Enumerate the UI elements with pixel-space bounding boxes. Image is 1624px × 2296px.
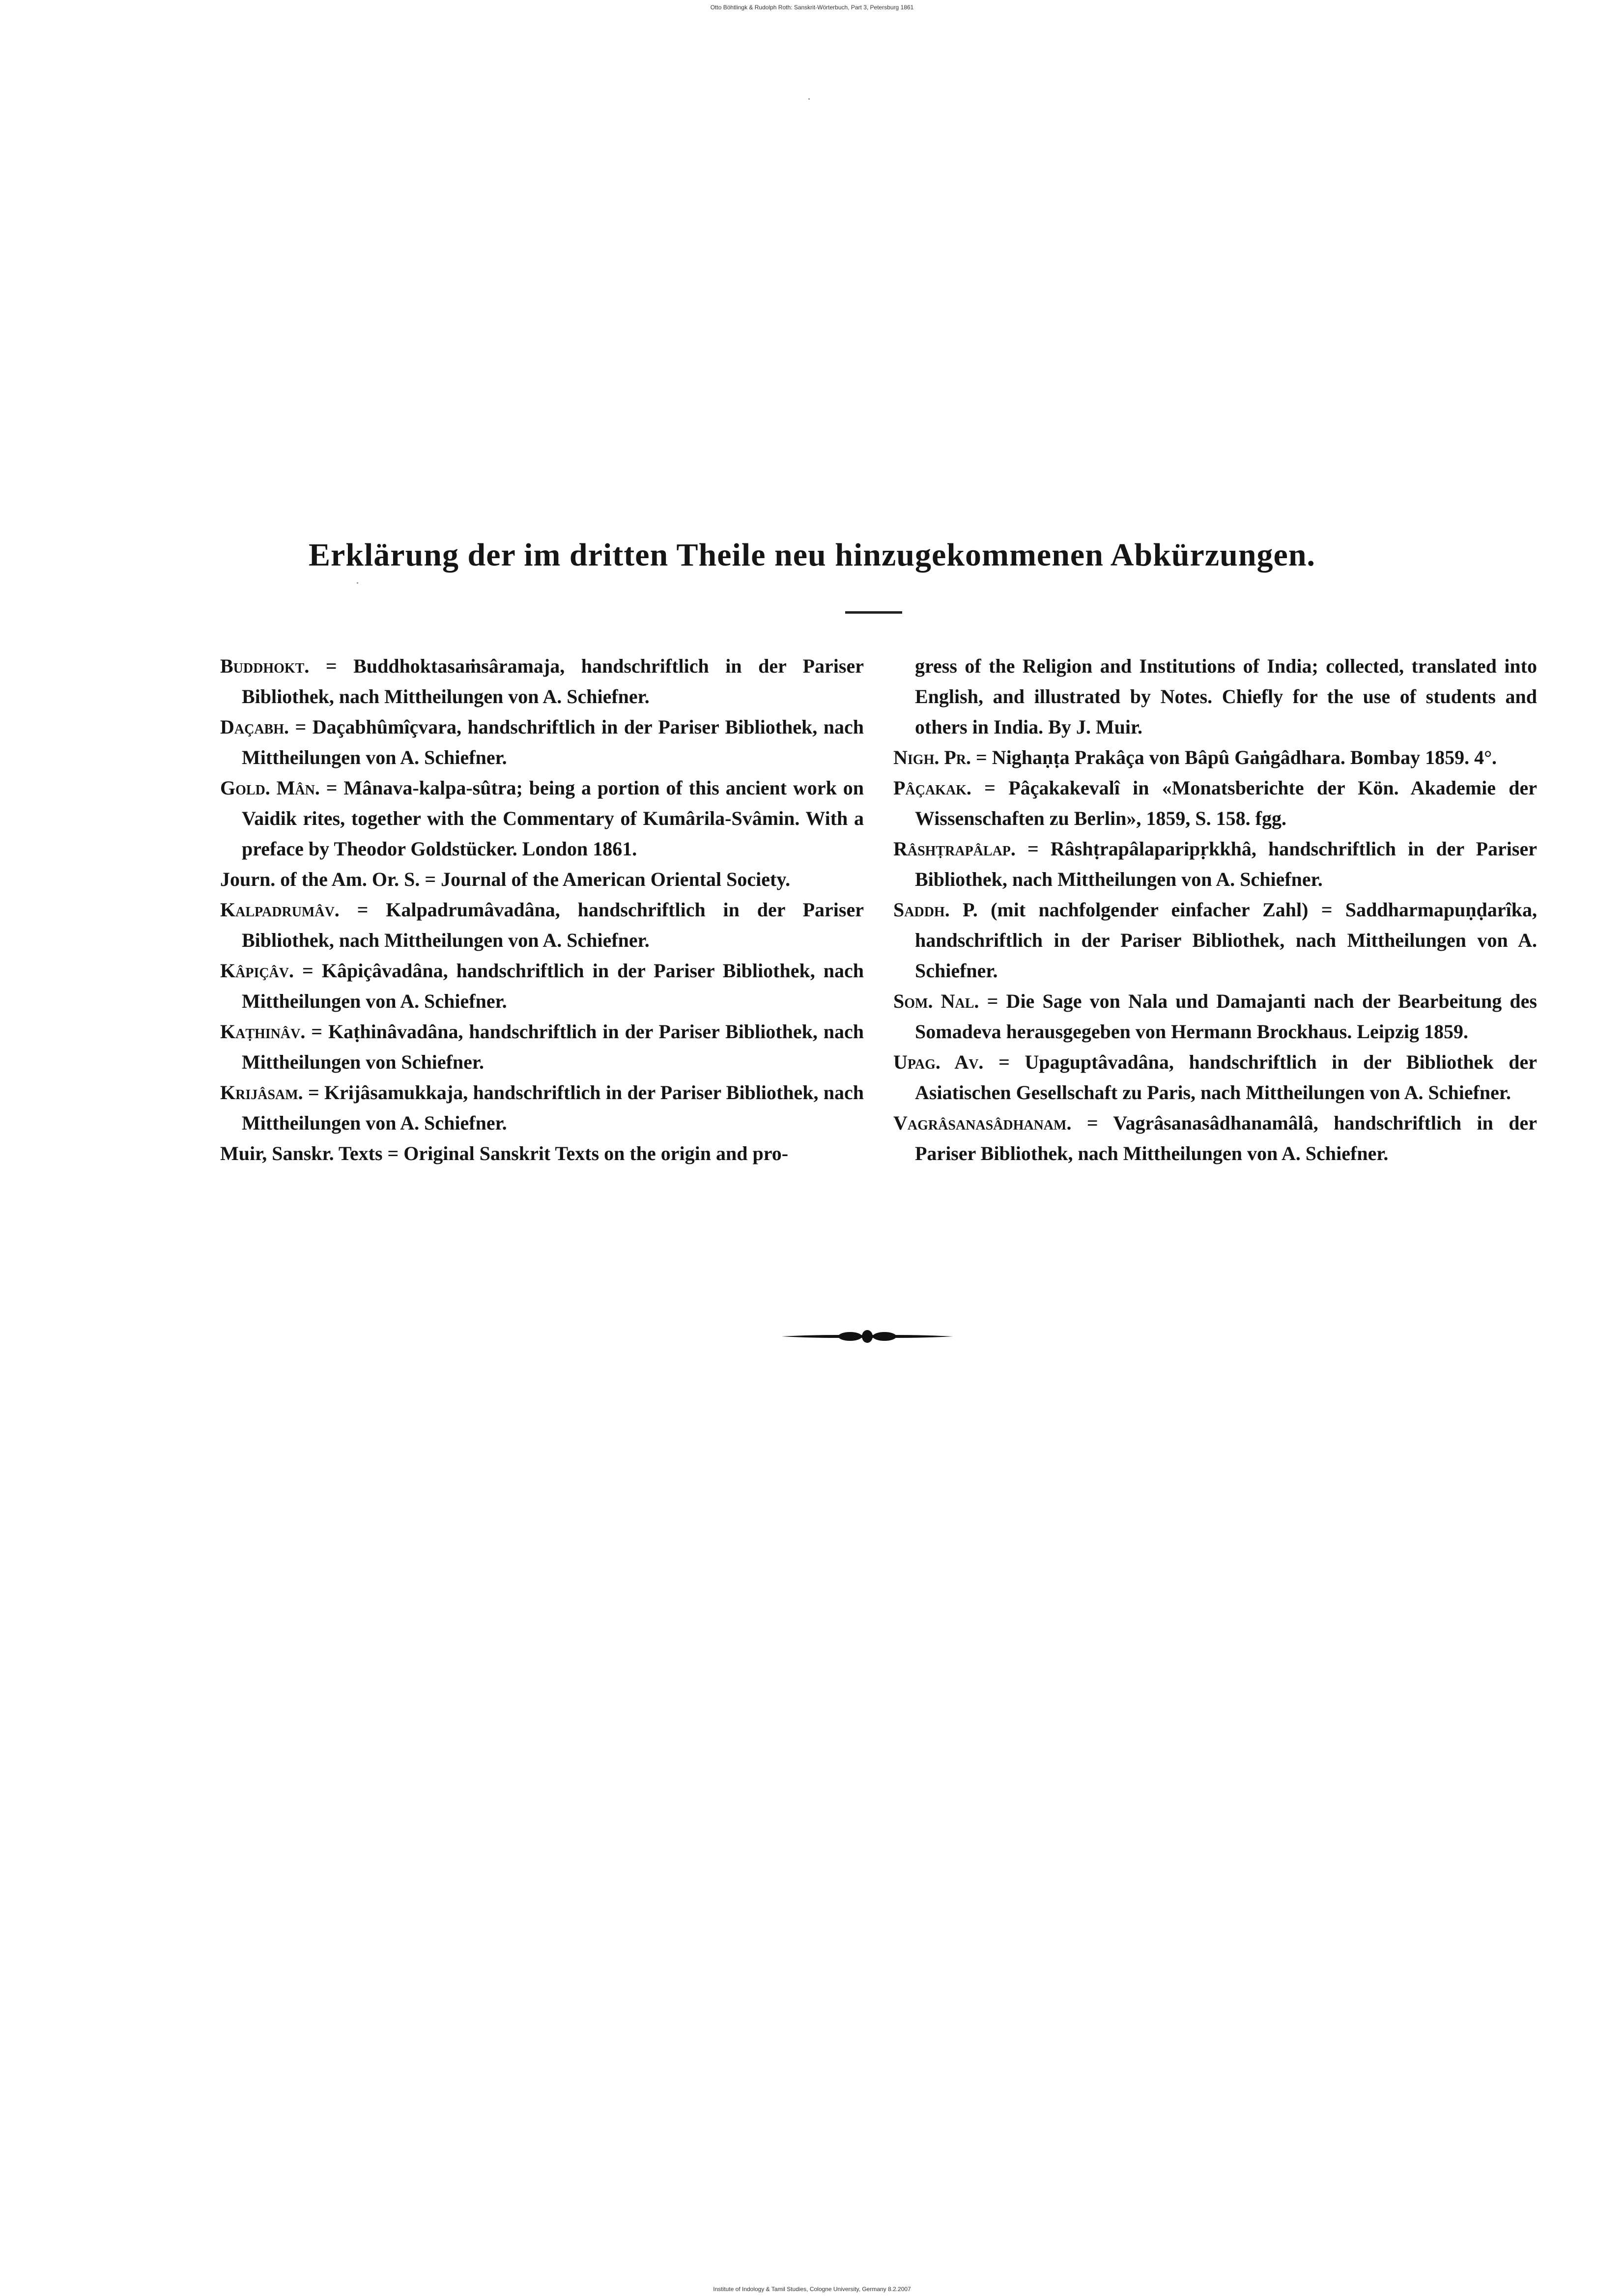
entry-definition: = Original Sanskrit Texts on the origin and pro- — [387, 1142, 789, 1164]
scan-speck — [357, 582, 358, 584]
entry-definition: = Krijâsamukkaja, handschriftlich in der Pariser Bibliothek, nach Mittheilungen von A. Schiefner. — [242, 1081, 864, 1134]
entry-definition: = Pâçakakevalî in «Monatsberichte der Kön. Akademie der Wissenschaften zu Berlin», 1859, S. 158. fgg. — [915, 777, 1537, 829]
entry-abbreviation: Saddh. P. — [893, 899, 978, 921]
entry-abbreviation: Pâçakak. — [893, 777, 971, 799]
abbreviation-entry — [893, 834, 1537, 895]
entry-definition: = Buddhoktasaṁsâramaja, handschriftlich in der Pariser Bibliothek, nach Mittheilungen von A. Schiefner. — [242, 655, 864, 708]
entry-definition: = Nighaṇṭa Prakâça von Bâpû Gaṅgâdhara. Bombay 1859. 4°. — [976, 746, 1497, 768]
entry-definition: = Vagrâsanasâdhanamâlâ, handschriftlich in der Pariser Bibliothek, nach Mittheilungen von A. Schiefner. — [915, 1112, 1537, 1164]
entry-abbreviation: Râshṭrapâlap. — [893, 838, 1016, 860]
entry-definition: = Kâpiçâvadâna, handschriftlich in der Pariser Bibliothek, nach Mittheilungen von A. Schiefner. — [242, 960, 864, 1012]
entry-abbreviation: Vagrâsanasâdhanam. — [893, 1112, 1072, 1134]
page-header: Otto Böhtlingk & Rudolph Roth: Sanskrit-Wörterbuch, Part 3, Petersburg 1861 — [710, 4, 914, 11]
abbreviation-entry — [893, 1108, 1537, 1169]
entry-abbreviation: Journ. of the Am. Or. S. — [220, 868, 420, 890]
entry-abbreviation: Kalpadrumâv. — [220, 899, 340, 921]
entry-abbreviation: Upag. Av. — [893, 1051, 984, 1073]
entry-definition: = Mânava-kalpa-sûtra; being a portion of this ancient work on Vaidik rites, together with the Commentary of Kumârila-Svâmin. With a preface by Theodor Goldstücker. London 1861. — [242, 777, 864, 860]
scan-speck — [808, 98, 810, 100]
page-footer: Institute of Indology & Tamil Studies, Cologne University, Germany 8.2.2007 — [713, 2286, 911, 2293]
abbreviation-entry — [220, 1077, 864, 1138]
page-title: Erklärung der im dritten Theile neu hinzugekommenen Abkürzungen. — [308, 537, 1316, 573]
entry-abbreviation: Kâpiçâv. — [220, 960, 294, 982]
abbreviation-entry — [220, 1138, 864, 1169]
abbreviation-entry — [220, 712, 864, 773]
abbreviation-entry — [893, 1047, 1537, 1108]
entry-continuation: gress of the Religion and Institutions of India; collected, translated into English, and illustrated by Notes. Chiefly for the use of students and others in India. By J. Muir. — [915, 655, 1537, 738]
entry-abbreviation: Nigh. Pr. — [893, 746, 971, 768]
entry-abbreviation: Buddhokt. — [220, 655, 310, 677]
entry-definition: (mit nachfolgender einfacher Zahl) = Saddharmapuṇḍarîka, handschriftlich in der Pariser Bibliothek, nach Mittheilungen von A. Schiefner. — [915, 899, 1538, 982]
entry-definition: = Daçabhûmîçvara, handschriftlich in der Pariser Bibliothek, nach Mittheilungen von A. Schiefner. — [242, 716, 864, 768]
entry-definition: = Journal of the American Oriental Society. — [425, 868, 791, 890]
entry-definition: = Râshṭrapâlaparipṛkkhâ, handschriftlich in der Pariser Bibliothek, nach Mittheilungen von A. Schiefner. — [915, 838, 1537, 890]
entry-definition: = Kalpadrumâvadâna, handschriftlich in der Pariser Bibliothek, nach Mittheilungen von A. Schiefner. — [242, 899, 864, 951]
entry-abbreviation: Muir, Sanskr. Texts — [220, 1142, 383, 1164]
entry-abbreviation: Som. Nal. — [893, 990, 979, 1012]
left-column — [220, 651, 864, 1169]
entry-abbreviation: Daçabh. — [220, 716, 289, 738]
abbreviation-entry — [220, 956, 864, 1017]
abbreviation-entry — [893, 895, 1537, 986]
abbreviation-entry — [220, 651, 864, 712]
entry-abbreviation: Krijâsam. — [220, 1081, 303, 1104]
abbreviation-entry — [220, 864, 864, 895]
entry-definition: = Kaṭhinâvadâna, handschriftlich in der Pariser Bibliothek, nach Mittheilungen von Schiefner. — [242, 1020, 864, 1073]
abbreviation-entry — [220, 895, 864, 956]
entry-definition: = Die Sage von Nala und Damajanti nach der Bearbeitung des Somadeva herausgegeben von Hermann Brockhaus. Leipzig 1859. — [915, 990, 1537, 1043]
abbreviation-entry — [893, 742, 1537, 773]
abbreviation-entry — [893, 773, 1537, 834]
abbreviation-entry — [893, 986, 1537, 1047]
abbreviation-entry — [220, 1017, 864, 1077]
abbreviation-entry — [220, 773, 864, 864]
title-divider — [845, 611, 902, 614]
entry-definition: = Upaguptâvadâna, handschriftlich in der Bibliothek der Asiatischen Gesellschaft zu Paris, nach Mittheilungen von A. Schiefner. — [915, 1051, 1538, 1104]
right-column — [893, 651, 1537, 1169]
ornament-divider-icon — [781, 1327, 953, 1346]
entry-abbreviation: Gold. Mân. — [220, 777, 320, 799]
entry-abbreviation: Kaṭhinâv. — [220, 1020, 306, 1043]
